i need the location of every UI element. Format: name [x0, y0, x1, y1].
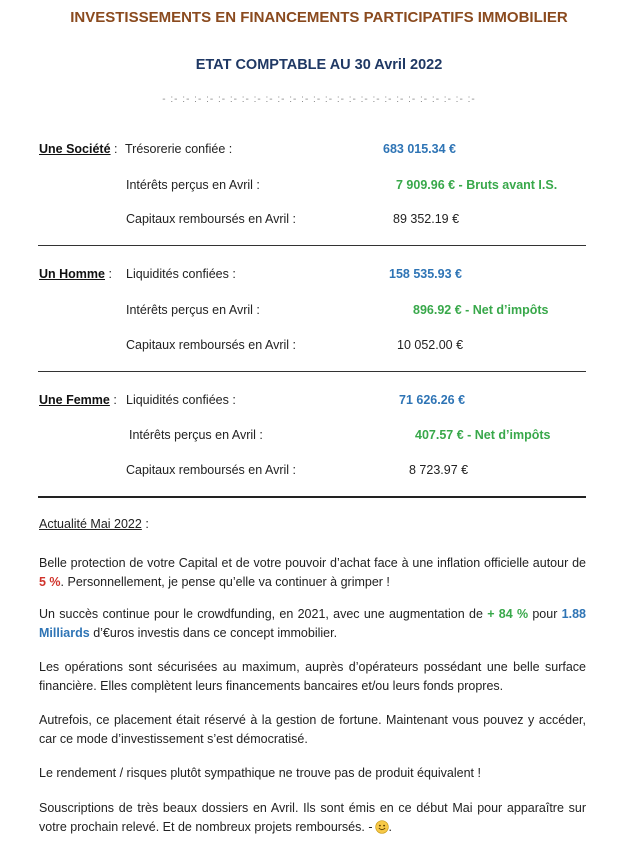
entity-heading: Une Femme : [39, 393, 117, 407]
label-interets: Intérêts perçus en Avril : [126, 178, 260, 192]
label-liquidites: Liquidités confiées : [126, 267, 236, 281]
label-capitaux: Capitaux remboursés en Avril : [126, 338, 296, 352]
value-interets: 407.57 € - Net d’impôts [415, 428, 551, 442]
value-capitaux: 8 723.97 € [409, 463, 469, 477]
value-interets: 896.92 € - Net d’impôts [413, 303, 549, 317]
paragraph-securite: Les opérations sont sécurisées au maximum, auprès d’opérateurs possédant une belle surface financière. Elles complètent leurs financements bancaires et/ou leurs fonds propres. [39, 660, 586, 693]
entity-heading: Une Société : [39, 142, 118, 156]
value-tresorerie: 683 015.34 € [383, 142, 456, 156]
paragraph-souscriptions: Souscriptions de très beaux dossiers en Avril. Ils sont émis en ce début Mai pour apparaître sur votre prochain relevé. Et de nombreux projets remboursés. - . [39, 801, 586, 834]
entity-heading: Un Homme : [39, 267, 112, 281]
label-tresorerie: Trésorerie confiée : [125, 142, 233, 156]
paragraph-rendement: Le rendement / risques plutôt sympathique ne trouve pas de produit équivalent ! [39, 766, 481, 780]
value-liquidites: 71 626.26 € [399, 393, 466, 407]
divider [38, 245, 586, 246]
value-interets: 7 909.96 € - Bruts avant I.S. [396, 178, 558, 192]
label-liquidites: Liquidités confiées : [126, 393, 236, 407]
paragraph-crowdfunding: Un succès continue pour le crowdfunding, en 2021, avec une augmentation de + 84 % pour 1.88 Milliards d’€uros investis dans ce concept immobilier. [39, 607, 587, 640]
value-liquidites: 158 535.93 € [389, 267, 462, 281]
label-interets: Intérêts perçus en Avril : [126, 303, 260, 317]
news-heading: Actualité Mai 2022 : [39, 517, 149, 531]
smiley-icon [375, 820, 389, 834]
paragraph-inflation: Belle protection de votre Capital et de votre pouvoir d’achat face à une inflation officielle autour de 5 %. Personnellement, je pense qu’elle va continuer à grimper ! [39, 556, 586, 589]
label-capitaux: Capitaux remboursés en Avril : [126, 463, 296, 477]
document-subtitle: ETAT COMPTABLE AU 30 Avril 2022 [195, 57, 443, 73]
dotted-separator: - :- :- :- :- :- :- :- :- :- :- :- :- :- :- :- :- :- :- :- :- :- :- :- :- :- :- [162, 94, 476, 105]
paragraph-gestion: Autrefois, ce placement était réservé à la gestion de fortune. Maintenant vous pouvez y accéder, car ce mode d’investissement s’est démocratisé. [39, 713, 586, 746]
value-capitaux: 10 052.00 € [397, 338, 464, 352]
divider [38, 371, 586, 372]
document-title: INVESTISSEMENTS EN FINANCEMENTS PARTICIPATIFS IMMOBILIER [70, 9, 568, 26]
value-capitaux: 89 352.19 € [393, 212, 460, 226]
label-interets: Intérêts perçus en Avril : [129, 428, 263, 442]
divider [38, 496, 586, 498]
label-capitaux: Capitaux remboursés en Avril : [126, 212, 296, 226]
